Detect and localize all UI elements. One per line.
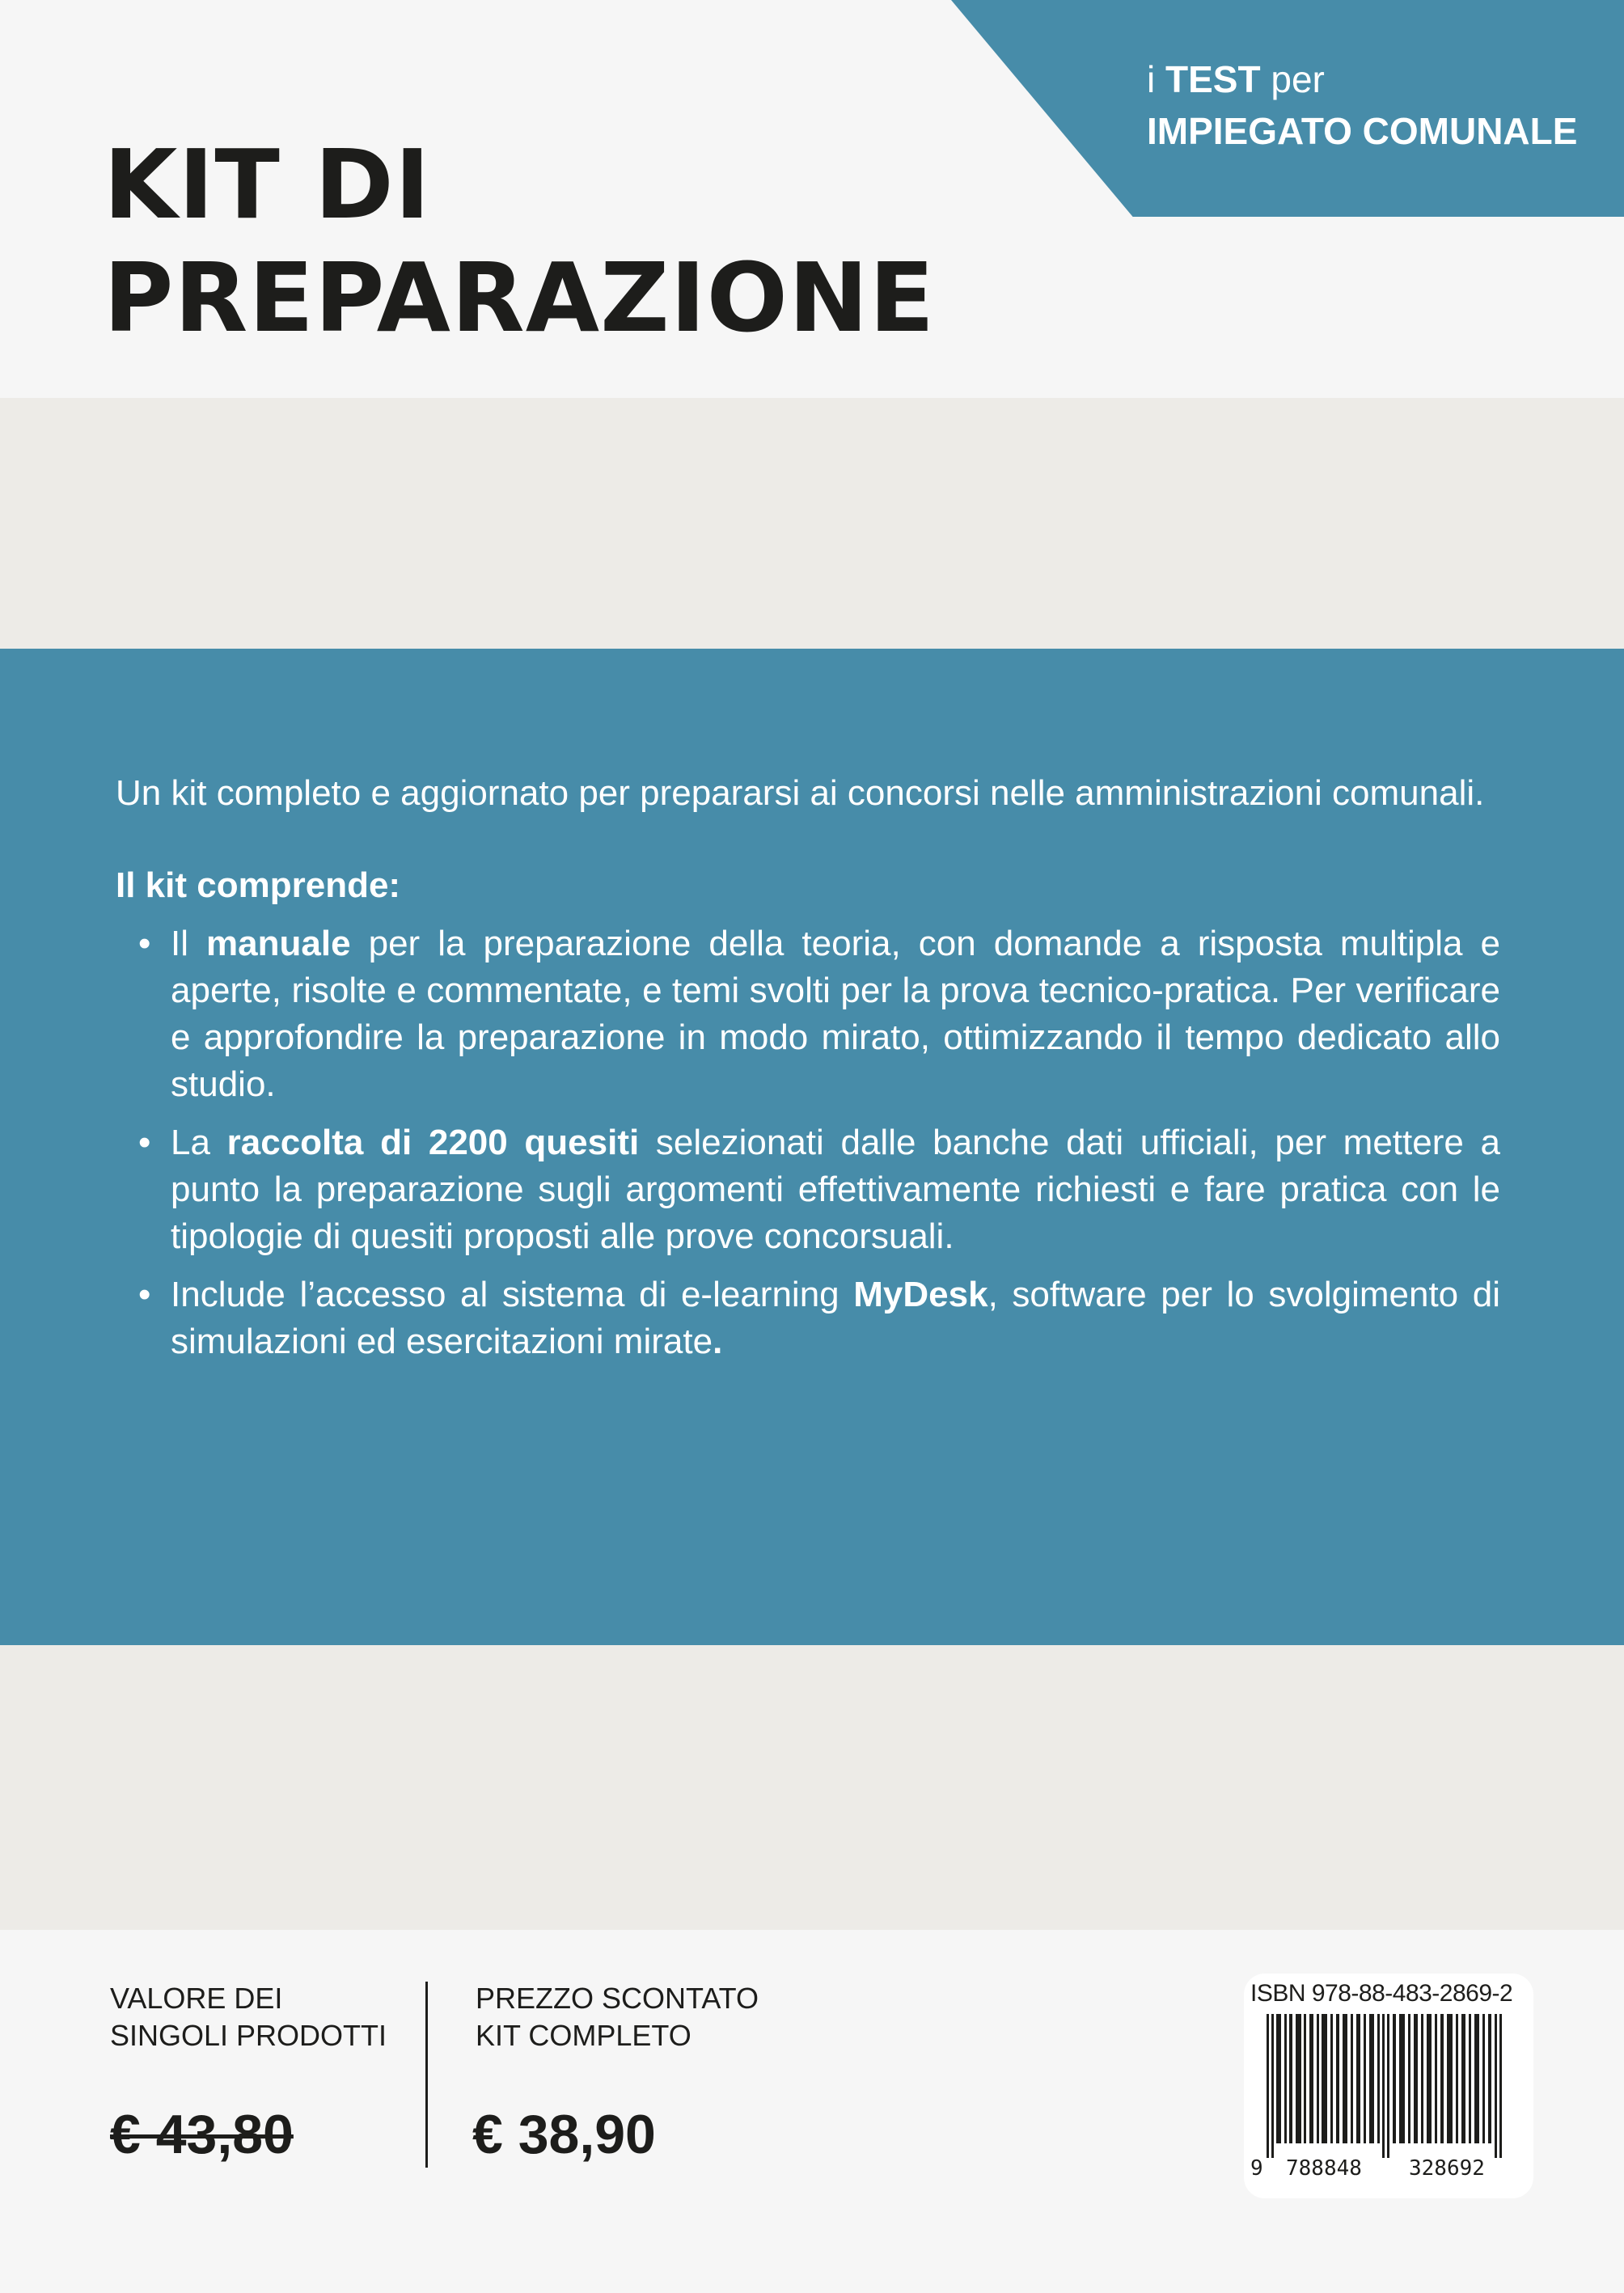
barcode-digits-right: 328692 bbox=[1409, 2156, 1485, 2181]
price-divider bbox=[425, 1982, 428, 2168]
kit-title: Il kit comprende: bbox=[116, 865, 401, 905]
isbn-text: ISBN 978-88-483-2869-2 bbox=[1250, 1980, 1513, 2007]
bullet-icon: • bbox=[138, 924, 151, 963]
list-item bbox=[116, 1119, 1500, 1260]
title-line-2: PREPARAZIONE bbox=[104, 242, 936, 353]
series-prefix: i bbox=[1147, 58, 1156, 100]
item-bold-text: . bbox=[713, 1322, 723, 1361]
old-price: € 43,80 bbox=[110, 2104, 294, 2165]
page-title bbox=[104, 128, 935, 354]
barcode-digit-first: 9 bbox=[1250, 2156, 1263, 2181]
item-bold-text: raccolta di 2200 quesiti bbox=[226, 1123, 640, 1162]
series-subject: IMPIEGATO COMUNALE bbox=[1147, 110, 1578, 152]
series-label bbox=[1147, 53, 1577, 157]
bullet-icon: • bbox=[138, 1275, 151, 1314]
grey-band-upper bbox=[0, 398, 1624, 649]
list-item bbox=[116, 1271, 1500, 1365]
new-price: € 38,90 bbox=[472, 2104, 656, 2165]
item-bold-text: MyDesk bbox=[853, 1275, 988, 1314]
description-content bbox=[116, 770, 1500, 1365]
grey-band-lower bbox=[0, 1645, 1624, 1930]
new-price-label-line-2: KIT COMPLETO bbox=[476, 2019, 691, 2052]
new-price-label bbox=[476, 1980, 759, 2054]
item-text: Include l’accesso al sistema di e-learning bbox=[171, 1275, 854, 1314]
bullet-icon: • bbox=[138, 1123, 151, 1162]
title-line-1: KIT DI bbox=[104, 129, 431, 240]
item-text: per la preparazione della teoria, con domande a risposta multipla e aperte, risolte e commentate, e temi svolti per la prova tecnico-pratica. Per verificare e approfondire la preparazione in modo mirato, ottimizzando il tempo dedicato allo studio. bbox=[171, 924, 1500, 1104]
series-per: per bbox=[1271, 58, 1325, 100]
old-price-label-line-1: VALORE DEI bbox=[110, 1982, 283, 2015]
series-test: TEST bbox=[1165, 58, 1261, 100]
old-price-label-line-2: SINGOLI PRODOTTI bbox=[110, 2019, 387, 2052]
intro-text: Un kit completo e aggiornato per prepararsi ai concorsi nelle amministrazioni comunali. bbox=[116, 773, 1485, 813]
old-price-label bbox=[110, 1980, 387, 2054]
item-text: Il bbox=[171, 924, 207, 963]
barcode-digits-left: 788848 bbox=[1286, 2156, 1362, 2181]
kit-items-list bbox=[116, 920, 1500, 1365]
item-bold-text: manuale bbox=[206, 924, 351, 963]
item-text: , software per lo svolgimento di simulazioni ed esercitazioni mirate bbox=[171, 1275, 1500, 1361]
barcode-icon bbox=[1267, 2014, 1509, 2158]
list-item bbox=[116, 920, 1500, 1108]
item-text: La bbox=[171, 1123, 227, 1162]
new-price-label-line-1: PREZZO SCONTATO bbox=[476, 1982, 759, 2015]
item-text: selezionati dalle banche dati ufficiali, per mettere a punto la preparazione sugli argomenti effettivamente richiesti e fare pratica con le tipologie di quesiti proposti alle prove concorsuali. bbox=[171, 1123, 1500, 1256]
